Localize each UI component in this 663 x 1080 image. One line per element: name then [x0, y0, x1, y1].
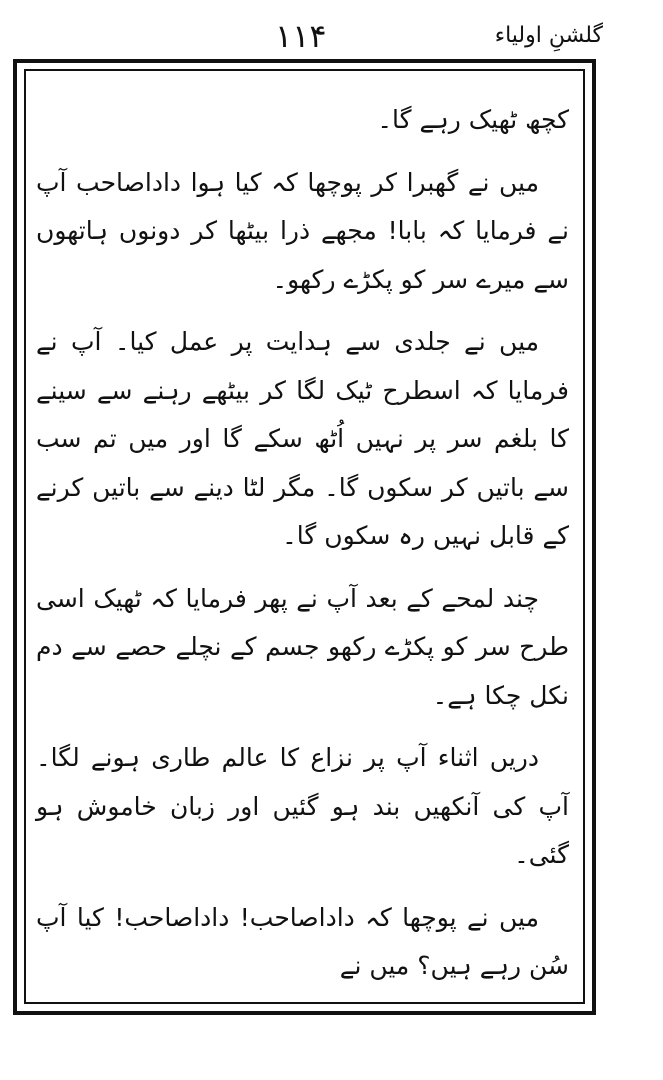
- paragraph: دریں اثناء آپ پر نزاع کا عالم طاری ہونے لگا۔ آپ کی آنکھیں بند ہو گئیں اور زبان خاموش ہو گئی۔: [36, 743, 569, 869]
- paragraph: چند لمحے کے بعد آپ نے پھر فرمایا کہ ٹھیک اسی طرح سر کو پکڑے رکھو جسم کے نچلے حصے سے دم نکل چکا ہے۔: [36, 583, 569, 710]
- body-text: [36, 96, 569, 1005]
- paragraph: میں نے گھبرا کر پوچھا کہ کیا ہوا داداصاحب آپ نے فرمایا کہ بابا! مجھے ذرا بیٹھا کر دونوں ہاتھوں سے میرے سر کو پکڑے رکھو۔: [36, 167, 569, 294]
- page-header: [0, 12, 663, 60]
- paragraph: کچھ ٹھیک رہے گا۔: [377, 105, 569, 134]
- paragraph: میں نے جلدی سے ہدایت پر عمل کیا۔ آپ نے فرمایا کہ اسطرح ٹیک لگا کر بیٹھے رہنے سے سینے کا بلغم سر پر نہیں اُٹھ سکے گا اور میں تم سب سے باتیں کر سکوں گا۔ مگر لٹا دینے سے باتیں کرنے کے قابل نہیں رہ سکوں گا۔: [36, 327, 569, 550]
- page-number: ۱۱۴: [275, 17, 327, 55]
- running-title: گلشنِ اولیاء: [494, 23, 603, 48]
- paragraph: میں نے پوچھا کہ داداصاحب! داداصاحب! کیا آپ سُن رہے ہیں؟ میں نے: [36, 902, 569, 980]
